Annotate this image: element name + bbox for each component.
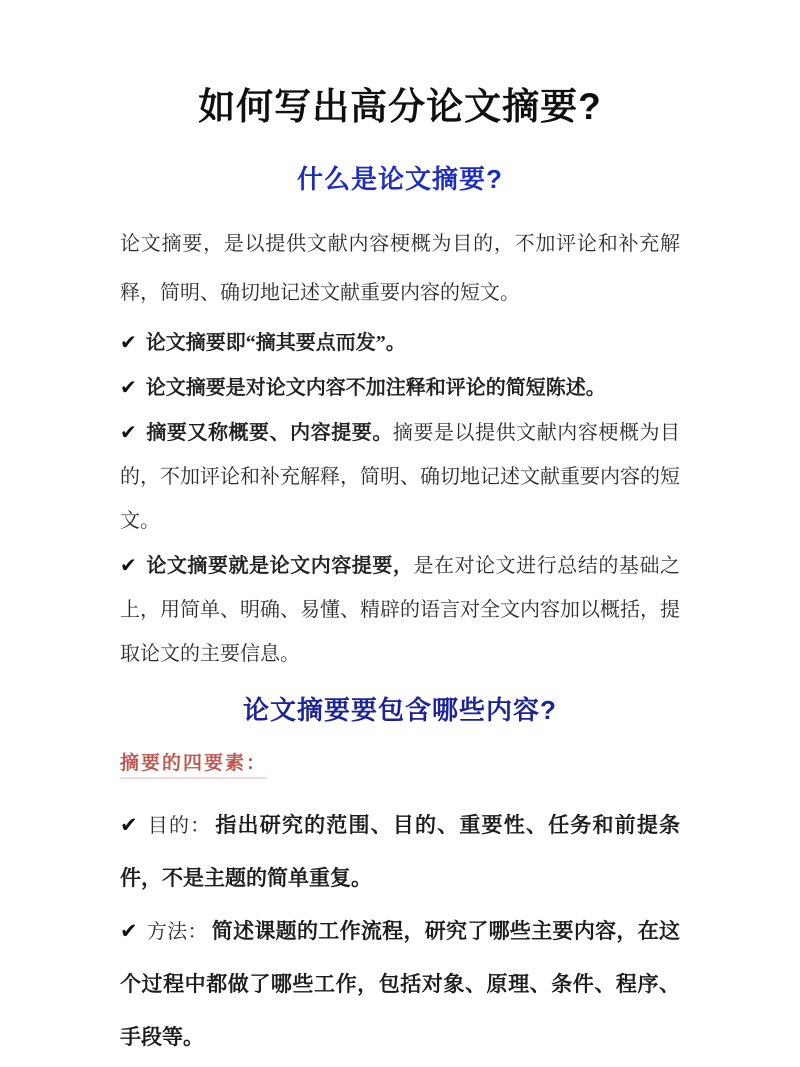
check-icon: ✔: [120, 919, 138, 943]
element-label: 方法：: [146, 921, 208, 943]
page-title: 如何写出高分论文摘要?: [198, 86, 602, 127]
four-elements-list: [120, 799, 680, 1064]
bullet-bold-text: 论文摘要是对论文内容不加注释和评论的简短陈述。: [145, 377, 606, 399]
intro-paragraph: 论文摘要，是以提供文献内容梗概为目的，不加评论和补充解释，简明、确切地记述文献重要内容的短文。: [120, 233, 680, 304]
check-icon: ✔: [120, 553, 137, 577]
bullet-bold-text: 论文摘要就是论文内容提要，: [145, 555, 414, 577]
bullet-bold-text: 摘要又称概要、内容提要。: [145, 422, 393, 444]
content-column: [120, 751, 680, 1064]
section-heading-what-is-abstract: 什么是论文摘要?: [297, 164, 503, 194]
bullet-regular-text: 摘要是以提供文献内容梗概为目的，不加评论和补充解释，简明、确切地记述文献重要内容的短文。: [120, 422, 681, 532]
four-elements-subheading: [120, 751, 680, 777]
check-icon: ✔: [120, 375, 137, 399]
list-item: [120, 543, 680, 676]
check-icon: ✔: [120, 813, 138, 837]
list-item: [120, 365, 680, 410]
list-item: [120, 799, 680, 905]
four-elements-subheading-text: 摘要的四要素：: [120, 753, 267, 779]
section-heading-abstract-contents: 论文摘要要包含哪些内容?: [243, 695, 557, 725]
list-item: [120, 410, 680, 543]
list-item: [120, 905, 680, 1064]
bullet-regular-text: 是在对论文进行总结的基础之上，用简单、明确、易懂、精辟的语言对全文内容加以概括，提取论文的主要信息。: [120, 555, 681, 665]
list-item: [120, 320, 680, 365]
element-label: 目的：: [146, 815, 212, 837]
bullet-bold-text: 论文摘要即“摘其要点而发”。: [145, 332, 406, 354]
element-text: 指出研究的范围、目的、重要性、任务和前提条件，不是主题的简单重复。: [120, 814, 681, 890]
check-icon: ✔: [120, 420, 137, 444]
element-text: 简述课题的工作流程，研究了哪些主要内容，在这个过程中都做了哪些工作，包括对象、原理、条件、程序、手段等。: [120, 920, 681, 1049]
content-column: [120, 220, 680, 676]
check-icon: ✔: [120, 330, 137, 354]
abstract-definition-list: [120, 320, 680, 676]
